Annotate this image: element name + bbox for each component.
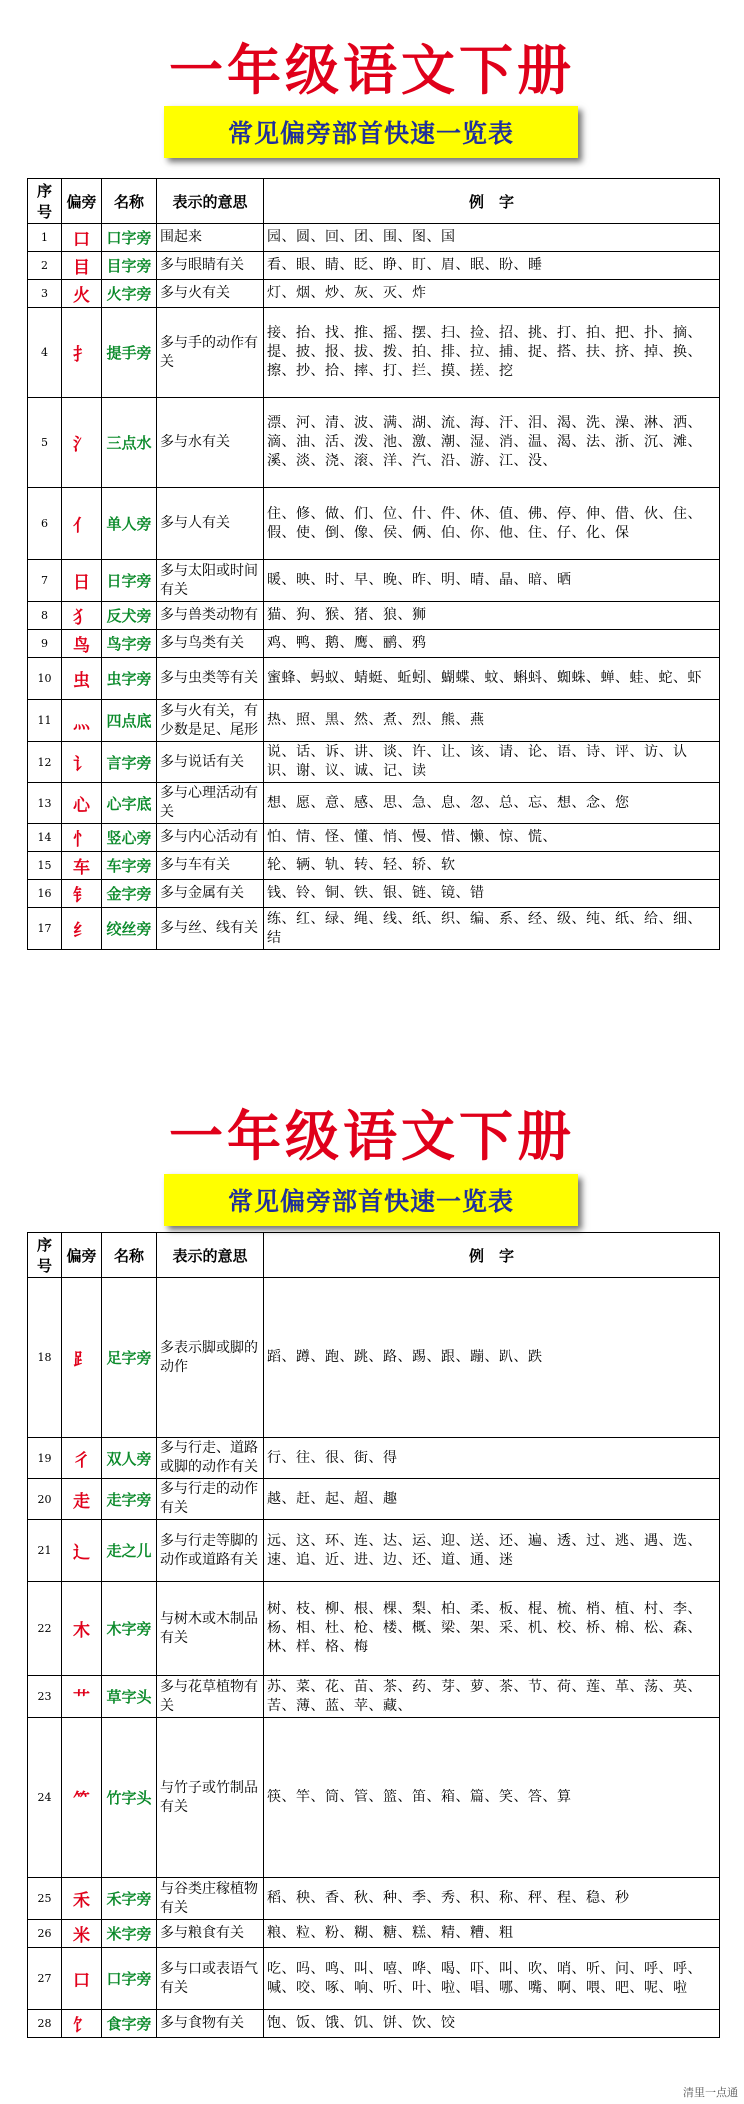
cell-meaning: 多与口或表语气有关 [157, 1948, 264, 2010]
table-row [28, 398, 720, 488]
cell-meaning: 多与虫类等有关 [157, 658, 264, 700]
cell-meaning: 多与人有关 [157, 488, 264, 560]
table-row [28, 700, 720, 742]
cell-radical: 走 [62, 1479, 102, 1520]
cell-radical: 口 [62, 1948, 102, 2010]
cell-meaning: 多与说话有关 [157, 742, 264, 783]
cell-name: 鸟字旁 [102, 630, 157, 658]
table-row [28, 1718, 720, 1878]
cell-name: 草字头 [102, 1676, 157, 1718]
cell-num: 10 [28, 658, 62, 700]
table-row [28, 1878, 720, 1920]
table-header-row [28, 179, 720, 224]
cell-radical: 辶 [62, 1520, 102, 1582]
table-row [28, 488, 720, 560]
cell-examples: 钱、铃、铜、铁、银、链、镜、错 [264, 880, 720, 908]
cell-name: 车字旁 [102, 852, 157, 880]
cell-meaning: 多与车有关 [157, 852, 264, 880]
table-row [28, 1676, 720, 1718]
cell-name: 禾字旁 [102, 1878, 157, 1920]
table-row [28, 252, 720, 280]
cell-name: 竹字头 [102, 1718, 157, 1878]
cell-radical: 氵 [62, 398, 102, 488]
cell-examples: 远、这、环、连、达、运、迎、送、还、遍、透、过、逃、遇、选、速、追、近、进、边、还、道、通、迷 [264, 1520, 720, 1582]
cell-examples: 树、枝、柳、根、棵、梨、柏、柔、板、棍、梳、梢、植、村、李、杨、相、杜、枪、楼、概、梁、架、采、机、校、桥、棉、松、森、林、样、格、梅 [264, 1582, 720, 1676]
cell-num: 20 [28, 1479, 62, 1520]
cell-num: 5 [28, 398, 62, 488]
cell-radical: 禾 [62, 1878, 102, 1920]
cell-radical: 目 [62, 252, 102, 280]
cell-radical: 口 [62, 224, 102, 252]
cell-radical: 车 [62, 852, 102, 880]
cell-num: 22 [28, 1582, 62, 1676]
header-examples: 例 字 [264, 179, 720, 224]
cell-radical: 彳 [62, 1438, 102, 1479]
cell-radical: 鸟 [62, 630, 102, 658]
cell-meaning: 多与火有关 [157, 280, 264, 308]
cell-meaning: 与谷类庄稼植物有关 [157, 1878, 264, 1920]
header-examples: 例 字 [264, 1233, 720, 1278]
cell-examples: 看、眼、睛、眨、睁、盯、眉、眠、盼、睡 [264, 252, 720, 280]
header-name: 名称 [102, 1233, 157, 1278]
cell-name: 竖心旁 [102, 824, 157, 852]
subtitle-banner: 常见偏旁部首快速一览表 [164, 1174, 578, 1226]
table-row [28, 1479, 720, 1520]
cell-num: 13 [28, 783, 62, 824]
cell-examples: 蹈、蹲、跑、跳、路、踢、跟、蹦、趴、跌 [264, 1278, 720, 1438]
cell-meaning: 围起来 [157, 224, 264, 252]
cell-num: 16 [28, 880, 62, 908]
cell-radical: 扌 [62, 308, 102, 398]
cell-name: 走字旁 [102, 1479, 157, 1520]
table-row [28, 1520, 720, 1582]
cell-num: 23 [28, 1676, 62, 1718]
cell-num: 3 [28, 280, 62, 308]
cell-examples: 说、话、诉、讲、谈、许、让、该、请、论、语、诗、评、访、认识、谢、议、诚、记、读 [264, 742, 720, 783]
cell-num: 6 [28, 488, 62, 560]
cell-radical: 虫 [62, 658, 102, 700]
cell-num: 8 [28, 602, 62, 630]
cell-name: 三点水 [102, 398, 157, 488]
cell-name: 金字旁 [102, 880, 157, 908]
cell-examples: 猫、狗、猴、猪、狼、狮 [264, 602, 720, 630]
cell-examples: 练、红、绿、绳、线、纸、织、编、系、经、级、纯、纸、给、细、结 [264, 908, 720, 950]
cell-name: 口字旁 [102, 1948, 157, 2010]
cell-radical: 心 [62, 783, 102, 824]
cell-name: 单人旁 [102, 488, 157, 560]
cell-examples: 想、愿、意、感、思、急、息、忽、总、忘、想、念、您 [264, 783, 720, 824]
cell-name: 四点底 [102, 700, 157, 742]
cell-examples: 热、照、黑、然、煮、烈、熊、燕 [264, 700, 720, 742]
cell-name: 火字旁 [102, 280, 157, 308]
page-title: 一年级语文下册 [169, 1105, 575, 1168]
cell-examples: 园、圆、回、团、围、图、国 [264, 224, 720, 252]
subtitle-banner: 常见偏旁部首快速一览表 [164, 106, 578, 158]
table-row [28, 224, 720, 252]
header-meaning: 表示的意思 [157, 1233, 264, 1278]
table-row [28, 1948, 720, 2010]
cell-examples: 接、抬、找、推、摇、摆、扫、捡、招、挑、打、拍、把、扑、摘、提、披、报、拔、拨、拍、排、拉、捕、捉、搭、扶、挤、掉、换、擦、抄、拾、摔、打、拦、摸、搓、挖 [264, 308, 720, 398]
cell-name: 口字旁 [102, 224, 157, 252]
cell-examples: 蜜蜂、蚂蚁、蜻蜓、蚯蚓、蝴蝶、蚊、蝌蚪、蜘蛛、蝉、蛙、蛇、虾 [264, 658, 720, 700]
cell-meaning: 多与手的动作有关 [157, 308, 264, 398]
cell-num: 2 [28, 252, 62, 280]
header-number: 序号 [28, 1233, 62, 1278]
cell-meaning: 多与火有关，有少数是足、尾形 [157, 700, 264, 742]
table-row [28, 658, 720, 700]
cell-radical: 灬 [62, 700, 102, 742]
table-row [28, 824, 720, 852]
cell-radical: ⺮ [62, 1718, 102, 1878]
cell-num: 24 [28, 1718, 62, 1878]
cell-radical: 讠 [62, 742, 102, 783]
table-row [28, 1582, 720, 1676]
cell-num: 4 [28, 308, 62, 398]
table-row [28, 2010, 720, 2038]
cell-examples: 苏、菜、花、苗、茶、药、芽、萝、茶、节、荷、莲、革、荡、英、苦、薄、蓝、苹、藏、 [264, 1676, 720, 1718]
cell-radical: 日 [62, 560, 102, 602]
page-title: 一年级语文下册 [169, 39, 575, 102]
cell-examples: 轮、辆、轨、转、轻、轿、软 [264, 852, 720, 880]
cell-radical: 忄 [62, 824, 102, 852]
cell-num: 27 [28, 1948, 62, 2010]
cell-meaning: 与树木或木制品有关 [157, 1582, 264, 1676]
cell-radical: 钅 [62, 880, 102, 908]
cell-name: 心字底 [102, 783, 157, 824]
cell-examples: 粮、粒、粉、糊、糖、糕、精、糟、粗 [264, 1920, 720, 1948]
cell-radical: 木 [62, 1582, 102, 1676]
radical-table [27, 178, 720, 950]
cell-num: 7 [28, 560, 62, 602]
cell-meaning: 多与鸟类有关 [157, 630, 264, 658]
cell-num: 14 [28, 824, 62, 852]
cell-name: 言字旁 [102, 742, 157, 783]
cell-name: 食字旁 [102, 2010, 157, 2038]
watermark: 清里一点通 [683, 2086, 738, 2099]
cell-name: 提手旁 [102, 308, 157, 398]
cell-name: 反犬旁 [102, 602, 157, 630]
cell-examples: 饱、饭、饿、饥、饼、饮、饺 [264, 2010, 720, 2038]
table-row [28, 280, 720, 308]
cell-num: 9 [28, 630, 62, 658]
cell-examples: 筷、竿、筒、管、篮、笛、箱、篇、笑、答、算 [264, 1718, 720, 1878]
cell-radical: 米 [62, 1920, 102, 1948]
cell-meaning: 多与丝、线有关 [157, 908, 264, 950]
cell-meaning: 多与金属有关 [157, 880, 264, 908]
cell-radical: 火 [62, 280, 102, 308]
cell-num: 28 [28, 2010, 62, 2038]
cell-meaning: 多与水有关 [157, 398, 264, 488]
table-row [28, 1278, 720, 1438]
cell-meaning: 多表示脚或脚的动作 [157, 1278, 264, 1438]
cell-name: 足字旁 [102, 1278, 157, 1438]
table-row [28, 308, 720, 398]
cell-examples: 漂、河、清、波、满、湖、流、海、汗、泪、渴、洗、澡、淋、洒、滴、油、活、泼、池、激、潮、湿、消、温、渴、法、浙、沉、滩、溪、淡、浇、滚、洋、汽、沿、游、江、没、 [264, 398, 720, 488]
cell-examples: 稻、秧、香、秋、种、季、秀、积、称、秤、程、稳、秒 [264, 1878, 720, 1920]
header-number: 序号 [28, 179, 62, 224]
cell-name: 绞丝旁 [102, 908, 157, 950]
cell-meaning: 多与内心活动有 [157, 824, 264, 852]
cell-meaning: 多与行走的动作有关 [157, 1479, 264, 1520]
cell-meaning: 多与心理活动有关 [157, 783, 264, 824]
cell-name: 虫字旁 [102, 658, 157, 700]
cell-examples: 暖、映、时、早、晚、昨、明、晴、晶、暗、晒 [264, 560, 720, 602]
cell-meaning: 多与兽类动物有 [157, 602, 264, 630]
cell-meaning: 与竹子或竹制品有关 [157, 1718, 264, 1878]
cell-radical: 亻 [62, 488, 102, 560]
cell-name: 日字旁 [102, 560, 157, 602]
cell-examples: 吃、吗、鸣、叫、嘻、哗、喝、吓、叫、吹、哨、听、问、呼、呼、喊、咬、啄、响、听、叶、啦、唱、哪、嘴、啊、喂、吧、呢、啦 [264, 1948, 720, 2010]
table-row [28, 560, 720, 602]
table-row [28, 880, 720, 908]
cell-num: 1 [28, 224, 62, 252]
table-row [28, 1920, 720, 1948]
cell-num: 15 [28, 852, 62, 880]
cell-num: 18 [28, 1278, 62, 1438]
cell-name: 木字旁 [102, 1582, 157, 1676]
table-header-row [28, 1233, 720, 1278]
cell-num: 12 [28, 742, 62, 783]
header-meaning: 表示的意思 [157, 179, 264, 224]
cell-num: 19 [28, 1438, 62, 1479]
cell-num: 11 [28, 700, 62, 742]
cell-name: 双人旁 [102, 1438, 157, 1479]
cell-name: 目字旁 [102, 252, 157, 280]
cell-name: 米字旁 [102, 1920, 157, 1948]
header-radical: 偏旁 [62, 179, 102, 224]
cell-radical: ⻊ [62, 1278, 102, 1438]
cell-name: 走之儿 [102, 1520, 157, 1582]
table-row [28, 1438, 720, 1479]
table-row [28, 852, 720, 880]
cell-radical: 纟 [62, 908, 102, 950]
cell-examples: 怕、情、怪、懂、悄、慢、惜、懒、惊、慌、 [264, 824, 720, 852]
cell-meaning: 多与花草植物有关 [157, 1676, 264, 1718]
cell-examples: 灯、烟、炒、灰、灭、炸 [264, 280, 720, 308]
cell-num: 21 [28, 1520, 62, 1582]
table-row [28, 908, 720, 950]
cell-examples: 鸡、鸭、鹅、鹰、鹂、鸦 [264, 630, 720, 658]
table-row [28, 783, 720, 824]
cell-meaning: 多与食物有关 [157, 2010, 264, 2038]
cell-radical: 艹 [62, 1676, 102, 1718]
header-radical: 偏旁 [62, 1233, 102, 1278]
radical-table [27, 1232, 720, 2038]
sheet-two [0, 1080, 744, 2104]
cell-meaning: 多与眼睛有关 [157, 252, 264, 280]
cell-examples: 越、赶、起、超、趣 [264, 1479, 720, 1520]
cell-num: 17 [28, 908, 62, 950]
cell-examples: 行、往、很、街、得 [264, 1438, 720, 1479]
table-row [28, 630, 720, 658]
cell-meaning: 多与行走、道路或脚的动作有关 [157, 1438, 264, 1479]
cell-radical: 犭 [62, 602, 102, 630]
cell-meaning: 多与行走等脚的动作或道路有关 [157, 1520, 264, 1582]
cell-meaning: 多与粮食有关 [157, 1920, 264, 1948]
cell-examples: 住、修、做、们、位、什、件、休、值、佛、停、伸、借、伙、住、假、使、倒、像、侯、俩、伯、你、他、住、仔、化、保 [264, 488, 720, 560]
cell-num: 25 [28, 1878, 62, 1920]
cell-num: 26 [28, 1920, 62, 1948]
table-row [28, 602, 720, 630]
header-name: 名称 [102, 179, 157, 224]
cell-radical: 饣 [62, 2010, 102, 2038]
table-row [28, 742, 720, 783]
cell-meaning: 多与太阳或时间有关 [157, 560, 264, 602]
